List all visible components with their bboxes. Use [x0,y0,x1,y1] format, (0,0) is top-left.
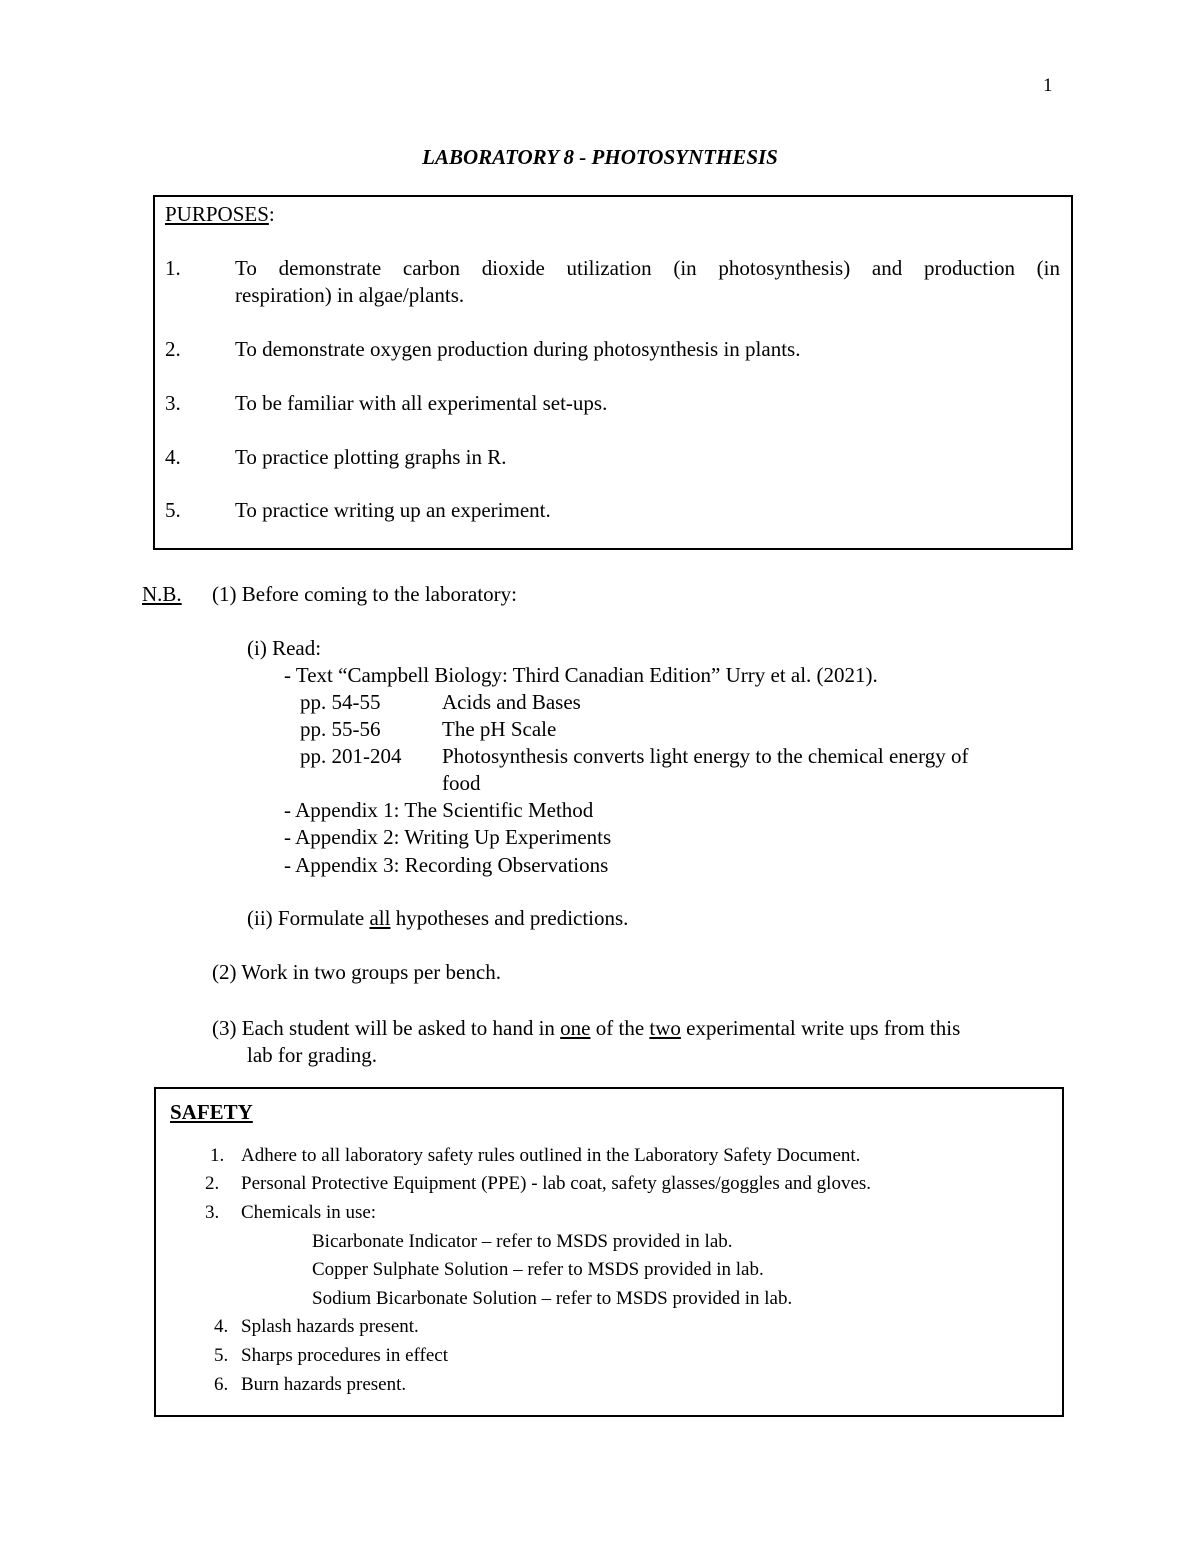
page-range: pp. 54-55 [300,690,381,714]
safety-item: Burn hazards present. [241,1374,407,1395]
safety-item: Personal Protective Equipment (PPE) - lab coat, safety glasses/goggles and gloves. [241,1173,872,1194]
safety-num: 1. [210,1145,225,1166]
safety-num: 3. [205,1202,220,1223]
chemical-item: Copper Sulphate Solution – refer to MSDS provided in lab. [312,1259,764,1280]
purpose-text-cont: respiration) in algae/plants. [235,283,465,307]
safety-heading: SAFETY [170,1100,253,1124]
page-number: 1 [1043,75,1053,96]
appendix-item: - Appendix 2: Writing Up Experiments [284,825,612,849]
nb-item-2: (2) Work in two groups per bench. [212,960,501,984]
purpose-num: 3. [165,391,181,415]
appendix-item: - Appendix 1: The Scientific Method [284,798,594,822]
purpose-num: 2. [165,337,181,361]
safety-item: Splash hazards present. [241,1316,419,1337]
safety-num: 5. [214,1345,229,1366]
safety-num: 2. [205,1173,220,1194]
safety-item: Sharps procedures in effect [241,1345,448,1366]
safety-num: 6. [214,1374,229,1395]
appendix-item: - Appendix 3: Recording Observations [284,853,609,877]
nb-item-3: (3) Each student will be asked to hand in one of the two experimental write ups from this [212,1016,961,1040]
safety-num: 4. [214,1316,229,1337]
purpose-text: To demonstrate oxygen production during photosynthesis in plants. [235,337,801,361]
page-range: pp. 55-56 [300,717,381,741]
purpose-num: 4. [165,445,181,469]
safety-item: Chemicals in use: [241,1202,377,1223]
nb-item-1: (1) Before coming to the laboratory: [212,582,517,606]
purpose-num: 1. [165,256,181,280]
purpose-text: To be familiar with all experimental set-ups. [235,391,608,415]
page-topic: Photosynthesis converts light energy to the chemical energy of [442,744,969,768]
page-topic: The pH Scale [442,717,557,741]
page-topic: Acids and Bases [442,690,581,714]
purpose-text: To practice writing up an experiment. [235,498,551,522]
nb-label: N.B. [142,582,182,606]
nb-item-3-cont: lab for grading. [247,1043,378,1067]
read-heading: (i) Read: [247,636,322,660]
chemical-item: Sodium Bicarbonate Solution – refer to MSDS provided in lab. [312,1288,793,1309]
page-title: LABORATORY 8 - PHOTOSYNTHESIS [422,145,778,169]
purpose-text: To practice plotting graphs in R. [235,445,507,469]
purpose-text: To demonstrate carbon dioxide utilization (in photosynthesis) and production (in [235,256,1060,280]
page-topic-cont: food [442,771,481,795]
page-range: pp. 201-204 [300,744,402,768]
hypotheses-line: (ii) Formulate all hypotheses and predictions. [247,906,629,930]
purpose-num: 5. [165,498,181,522]
chemical-item: Bicarbonate Indicator – refer to MSDS provided in lab. [312,1231,733,1252]
safety-item: Adhere to all laboratory safety rules outlined in the Laboratory Safety Document. [241,1145,861,1166]
purposes-heading: PURPOSES: [165,202,275,226]
text-reference: - Text “Campbell Biology: Third Canadian Edition” Urry et al. (2021). [284,663,878,687]
